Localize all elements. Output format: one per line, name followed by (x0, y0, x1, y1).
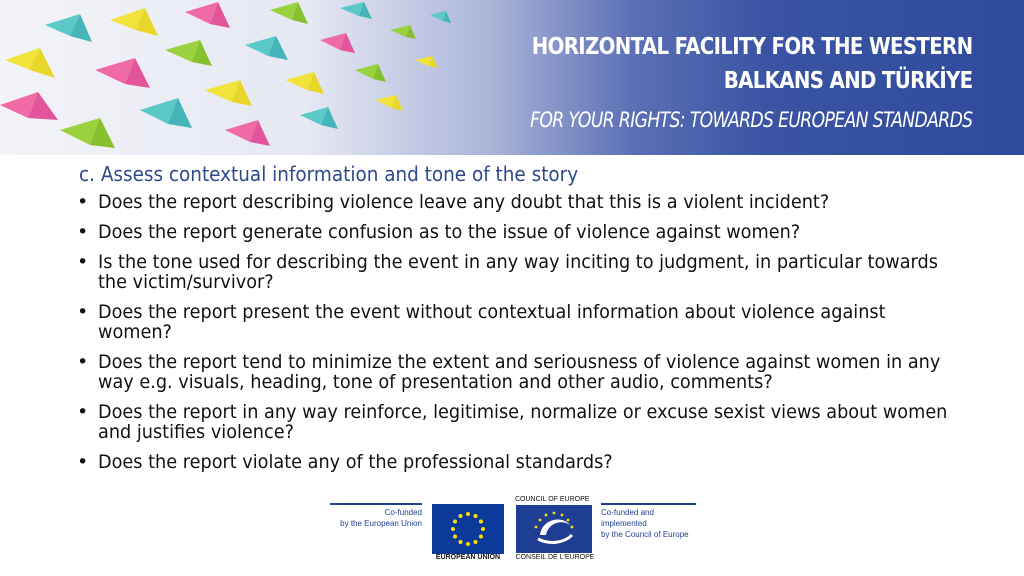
footer-logos (0, 495, 1024, 565)
list-item: • Does the report tend to minimize the extent and seriousness of violence against women in any way e.g. visuals, heading, tone of presentation and other audio, comments? (77, 351, 941, 393)
program-title (433, 30, 972, 140)
header-banner (0, 0, 1024, 155)
coe-label-bottom: CONSEIL DE L'EUROPE (515, 554, 595, 561)
bird-flock (0, 2, 451, 148)
council-of-europe-logo-icon (516, 505, 592, 553)
list-item: • Does the report violate any of the professional standards? (77, 451, 613, 473)
list-item: • Does the report describing violence leave any doubt that this is a violent incident? (77, 191, 830, 213)
eu-label: EUROPEAN UNION (435, 554, 501, 561)
list-item: • Does the report present the event without contextual information about violence against women? (77, 301, 886, 343)
cofunded-coe-text: Co-funded and implemented by the Council of Europe (601, 503, 696, 540)
list-item: • Is the tone used for describing the event in any way inciting to judgment, in particular towards the victim/survivor? (77, 251, 938, 293)
section-subheading: c. Assess contextual information and tone of the story (79, 162, 579, 186)
cofunded-eu-text: Co-funded by the European Union (330, 503, 422, 529)
tagline: FOR YOUR RIGHTS: TOWARDS EUROPEAN STANDARDS (529, 108, 972, 132)
list-item: • Does the report in any way reinforce, legitimise, normalize or excuse sexist views about women and justifies violence? (77, 401, 948, 443)
coe-label-top: COUNCIL OF EUROPE (515, 496, 590, 503)
list-item: • Does the report generate confusion as to the issue of violence against women? (77, 221, 801, 243)
question-list (79, 192, 979, 472)
title-line-2: BALKANS AND TÜRKİYE (723, 68, 972, 94)
slide-content (79, 162, 979, 482)
title-line-1: HORIZONTAL FACILITY FOR THE WESTERN (531, 34, 972, 60)
eu-flag-icon (432, 504, 504, 554)
